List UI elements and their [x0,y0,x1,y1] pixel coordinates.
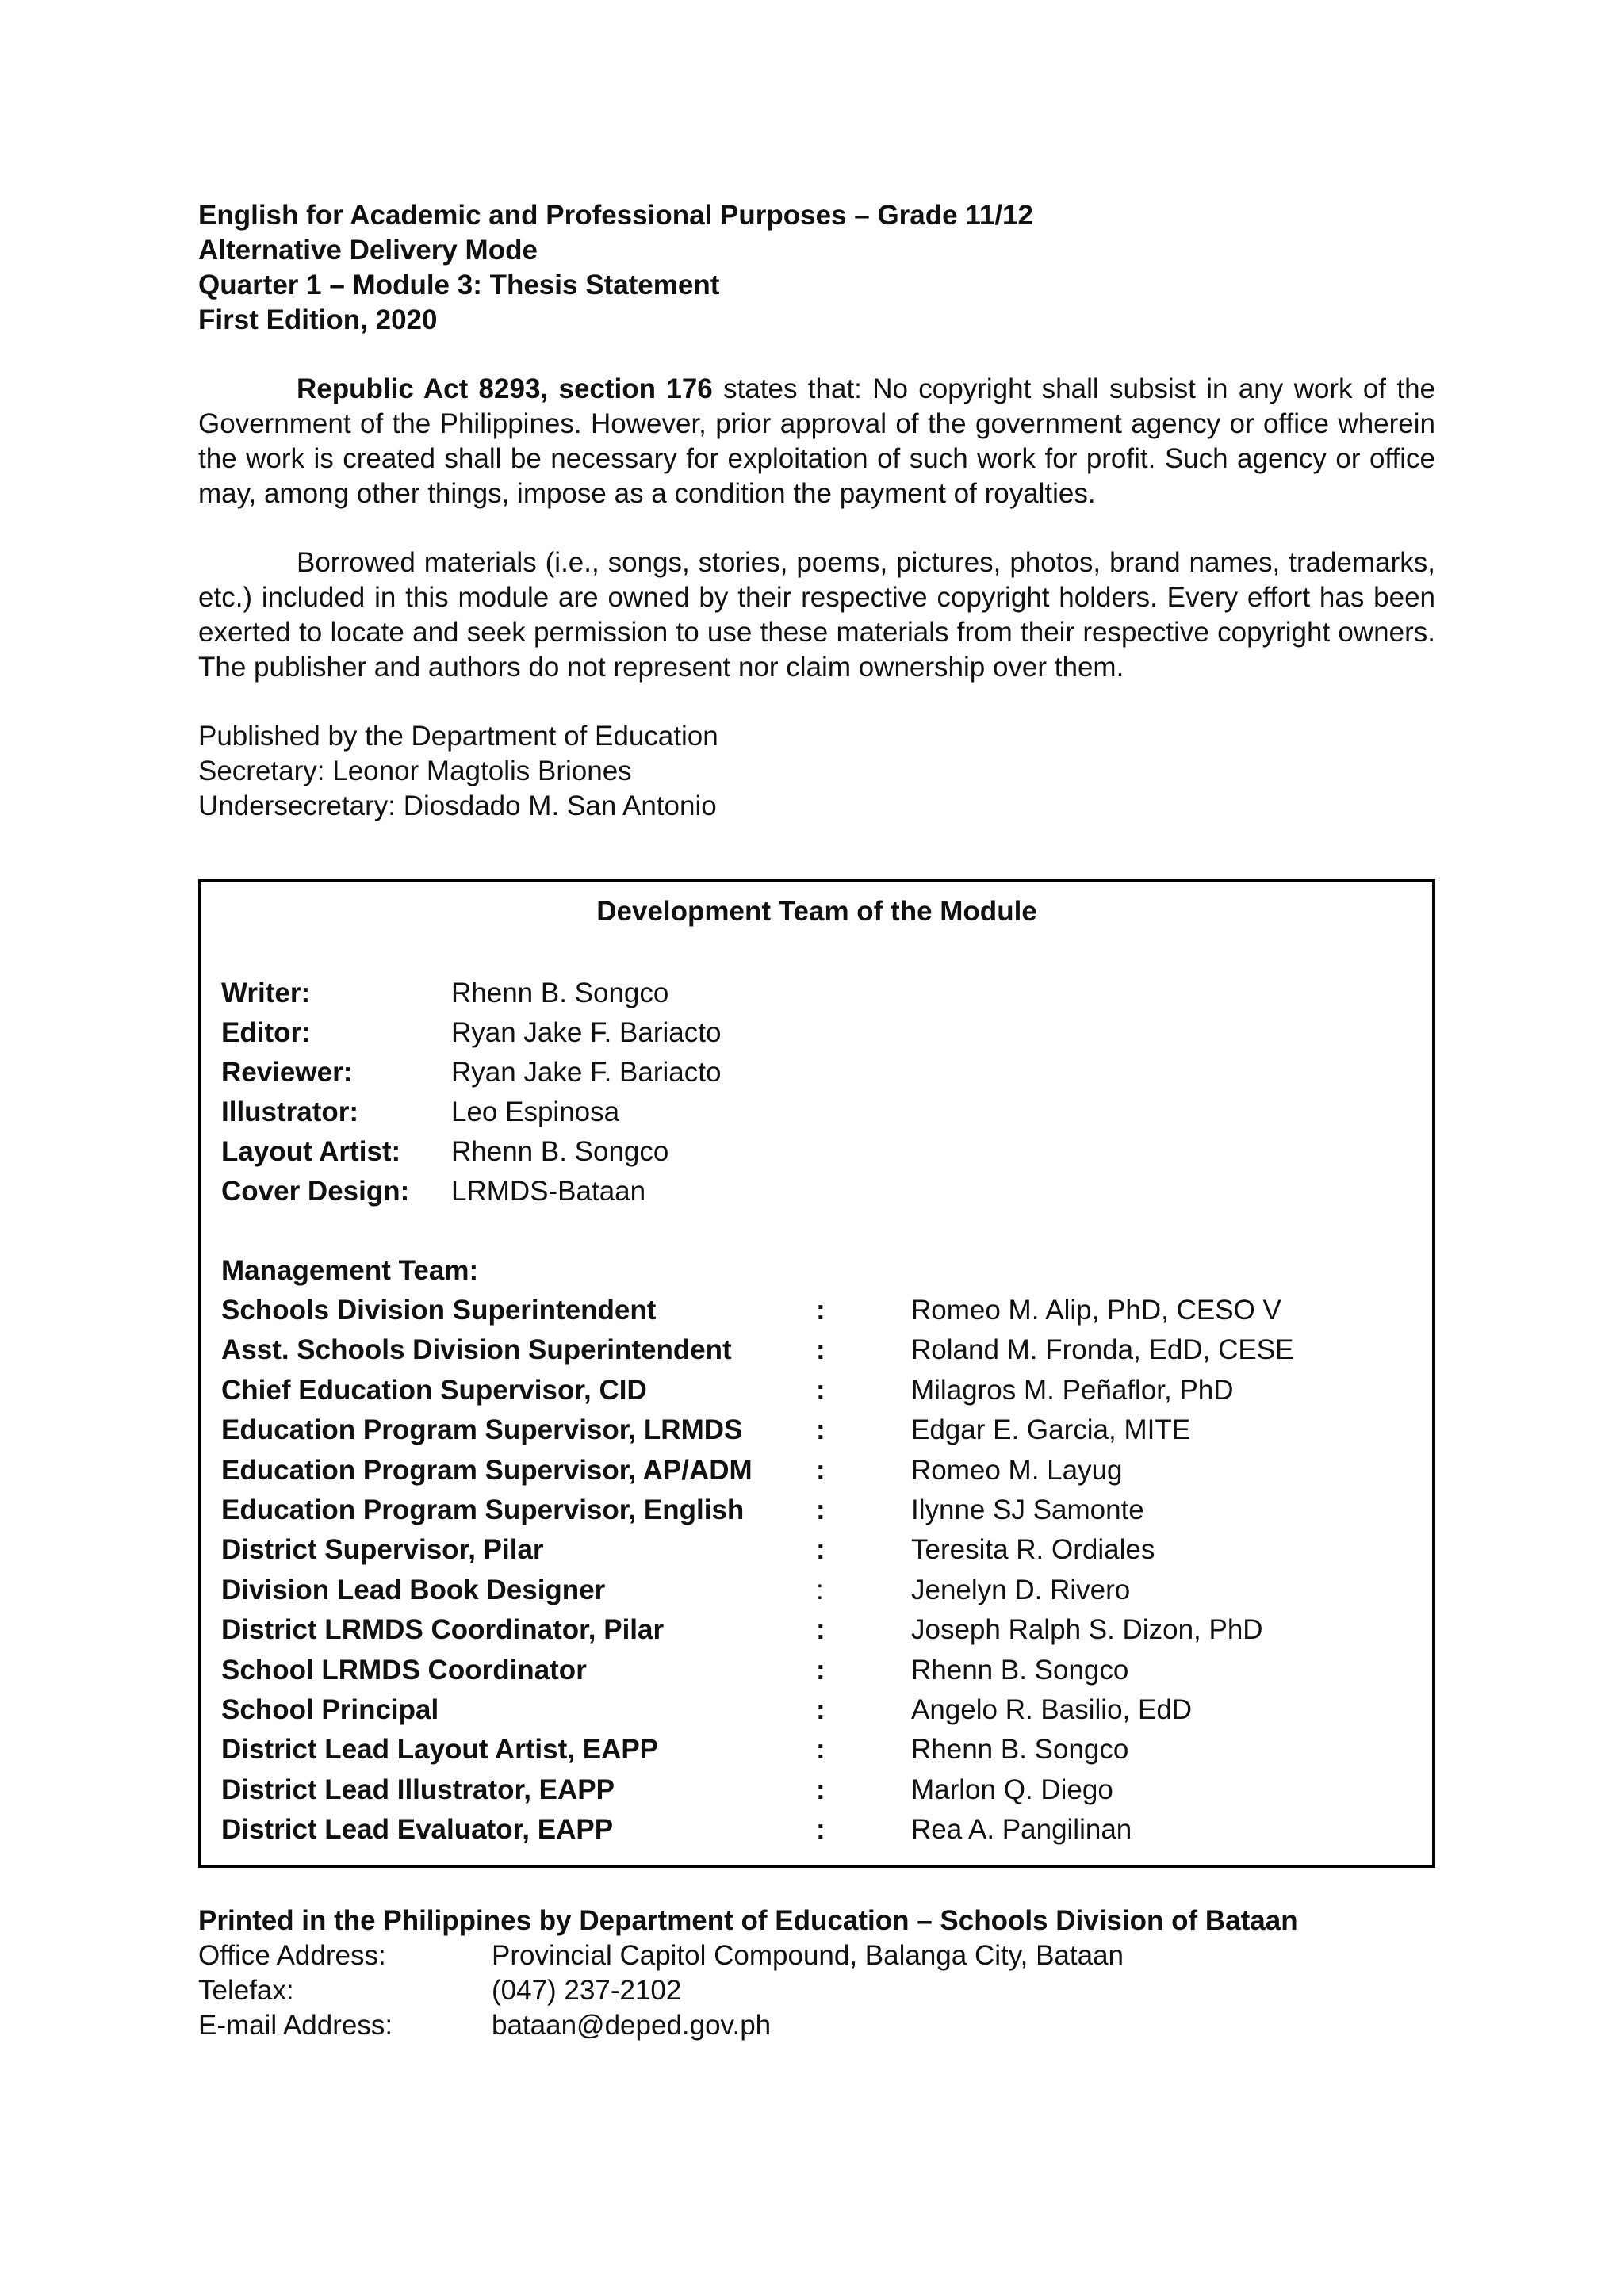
management-colon: : [816,1295,825,1326]
management-name: Rea A. Pangilinan [911,1814,1132,1846]
management-role: School LRMDS Coordinator [221,1654,587,1686]
development-team-title: Development Team of the Module [596,896,1037,927]
management-colon: : [816,1334,825,1366]
borrowed-materials-paragraph: Borrowed materials (i.e., songs, stories, poems, pictures, photos, brand names, trademarks, etc.) included in this module are owned by their respective copyright holders. Every effort has been exerted to locate and seek permission to use these materials from their respective copyright owners. The publisher and authors do not represent nor claim ownership over them. [198,547,1435,683]
management-colon: : [816,1534,825,1566]
dev-team-role: Layout Artist: [221,1136,401,1167]
management-colon: : [816,1694,825,1726]
office-address-value: Provincial Capitol Compound, Balanga City, Bataan [492,1939,1124,1971]
dev-team-role: Cover Design: [221,1176,410,1207]
management-name: Angelo R. Basilio, EdD [911,1694,1193,1726]
management-team-row [221,1410,1412,1450]
management-colon: : [816,1374,825,1406]
management-colon: : [816,1414,825,1446]
management-name: Teresita R. Ordiales [911,1534,1155,1566]
title-line: English for Academic and Professional Purposes – Grade 11/12 [198,200,1033,231]
management-team-row [221,1291,1412,1330]
management-colon: : [816,1814,825,1846]
management-role: District LRMDS Coordinator, Pilar [221,1614,665,1646]
module-title-block [198,198,1435,338]
dev-team-row [221,1053,1412,1093]
management-name: Rhenn B. Songco [911,1734,1129,1766]
management-role: Division Lead Book Designer [221,1574,606,1605]
management-colon: : [816,1494,825,1526]
management-name: Rhenn B. Songco [911,1654,1129,1686]
management-role: Education Program Supervisor, English [221,1494,745,1526]
management-role: Education Program Supervisor, AP/ADM [221,1454,753,1486]
email-value[interactable]: bataan@deped.gov.ph [492,2009,772,2041]
management-name: Milagros M. Peñaflor, PhD [911,1374,1234,1406]
dev-team-role: Illustrator: [221,1096,359,1127]
published-by: Published by the Department of Education [198,721,718,752]
management-team-row [221,1371,1412,1410]
management-name: Edgar E. Garcia, MITE [911,1414,1191,1446]
management-role: District Lead Illustrator, EAPP [221,1774,615,1805]
management-colon: : [816,1614,825,1646]
management-role: District Lead Layout Artist, EAPP [221,1734,659,1766]
management-colon: : [816,1734,825,1766]
management-team-row [221,1610,1412,1650]
dev-team-row [221,1132,1412,1172]
management-team-row [221,1770,1412,1810]
dev-team-name: Leo Espinosa [451,1096,620,1127]
management-team-row [221,1810,1412,1850]
dev-team-row [221,1093,1412,1132]
dev-team-row [221,1172,1412,1211]
telefax-label: Telefax: [198,1974,294,2006]
dev-team-row [221,974,1412,1013]
management-name: Marlon Q. Diego [911,1774,1113,1805]
dev-team-role: Reviewer: [221,1057,353,1088]
development-team-list [221,974,1412,1211]
copyright-paragraph-lead: Republic Act 8293, section 176 [297,373,713,404]
management-team-row [221,1451,1412,1490]
management-role: District Supervisor, Pilar [221,1534,544,1566]
telefax-row [198,1973,1435,2008]
management-team-row [221,1651,1412,1690]
copyright-page [198,198,1435,2043]
dev-team-name: Ryan Jake F. Bariacto [451,1017,722,1048]
management-colon: : [816,1574,824,1605]
management-name: Roland M. Fronda, EdD, CESE [911,1334,1294,1366]
telefax-value: (047) 237-2102 [492,1974,682,2006]
title-line: First Edition, 2020 [198,304,438,335]
office-address-label: Office Address: [198,1939,386,1971]
management-role: School Principal [221,1694,439,1726]
management-team-list [221,1291,1412,1850]
management-team-row [221,1530,1412,1570]
dev-team-row [221,1013,1412,1053]
dev-team-name: Ryan Jake F. Bariacto [451,1057,722,1088]
management-colon: : [816,1454,825,1486]
development-team-box [198,879,1435,1868]
dev-team-role: Writer: [221,978,311,1008]
management-role: Asst. Schools Division Superintendent [221,1334,732,1366]
email-row [198,2008,1435,2043]
undersecretary: Undersecretary: Diosdado M. San Antonio [198,790,717,821]
management-name: Romeo M. Alip, PhD, CESO V [911,1295,1281,1326]
management-team-row [221,1730,1412,1770]
title-line: Alternative Delivery Mode [198,235,538,266]
management-role: Education Program Supervisor, LRMDS [221,1414,743,1446]
management-colon: : [816,1774,825,1805]
publisher-block [198,719,1435,824]
management-team-row [221,1690,1412,1730]
management-role: District Lead Evaluator, EAPP [221,1814,614,1846]
management-name: Romeo M. Layug [911,1454,1123,1486]
management-role: Schools Division Superintendent [221,1295,657,1326]
copyright-paragraph-text: states that: No copyright shall subsist in any work of the Government of the Philippines. However, prior approval of the government agency or office wherein the work is created shall be necessary for exploitation of such work for profit. Such agency or office may, among other things, impose as a condition the payment of royalties. [198,373,1435,509]
management-team-row [221,1330,1412,1370]
management-name: Ilynne SJ Samonte [911,1494,1144,1526]
management-name: Jenelyn D. Rivero [911,1574,1131,1605]
copyright-paragraph [198,372,1435,511]
management-colon: : [816,1654,825,1686]
management-team-row [221,1490,1412,1530]
management-name: Joseph Ralph S. Dizon, PhD [911,1614,1263,1646]
title-line: Quarter 1 – Module 3: Thesis Statement [198,270,720,300]
dev-team-role: Editor: [221,1017,311,1048]
dev-team-name: Rhenn B. Songco [451,1136,669,1167]
management-role: Chief Education Supervisor, CID [221,1374,647,1406]
management-team-heading: Management Team: [221,1255,479,1286]
email-label: E-mail Address: [198,2009,393,2041]
footer [198,1904,1435,2043]
dev-team-name: LRMDS-Bataan [451,1176,646,1207]
printed-by: Printed in the Philippines by Department of Education – Schools Division of Bataan [198,1904,1298,1936]
secretary: Secretary: Leonor Magtolis Briones [198,756,632,786]
dev-team-name: Rhenn B. Songco [451,978,669,1008]
office-address-row [198,1938,1435,1973]
management-team-row [221,1571,1412,1610]
